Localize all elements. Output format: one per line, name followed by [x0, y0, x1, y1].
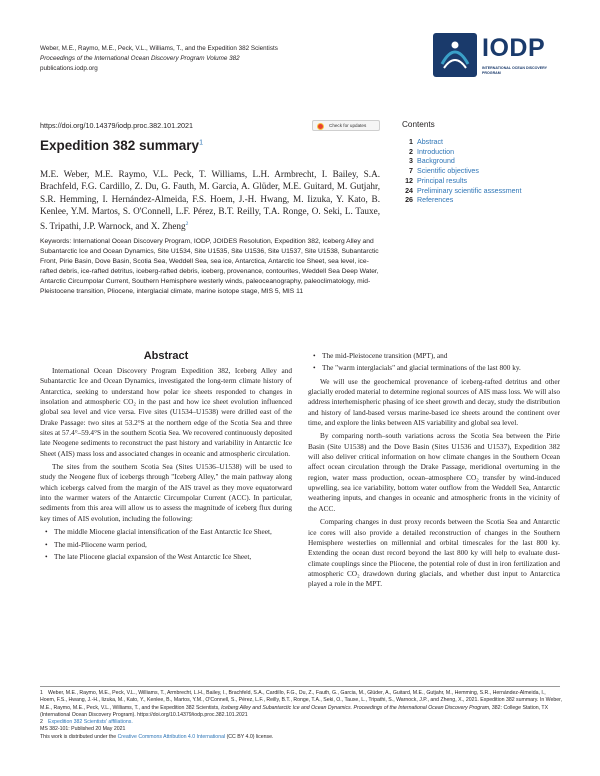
abstract-paragraph-5: Comparing changes in dust proxy records between the Scotia Sea and Antarctic ice cores will also provide a detailed reconstruction of changes in the Southern Hemisphere westerlies on millennial and orbital timescales for the last 800 ky. Extending the ocean dust record beyond the last 800 ky will help to evaluate dust-climate couplings since the Pliocene, the potential role of dust in iron fertilization and atmospheric CO₂ drawdown during glacials, and whether dust input to Antarctica played a role in the MPT. — [308, 517, 560, 589]
toc-page: 3 — [409, 157, 413, 166]
authors-footnote-marker[interactable]: 2 — [185, 220, 189, 227]
abstract-right-column — [308, 350, 560, 593]
toc-page: 7 — [409, 167, 413, 176]
toc-label[interactable]: Preliminary scientific assessment — [417, 186, 522, 195]
table-of-contents — [402, 120, 562, 206]
keywords-text: International Ocean Discovery Program, IODP, JOIDES Resolution, Expedition 382, Iceberg Alley and Subantarctic Ice and Ocean Dynamics, Site U1534, Site U1535, Site U1536, Site U1537, Site U1538, Subantarctic Front, Pirie Basin, Dove Basin, Scotia Sea, Weddell Sea, sea ice, Antarctica, Antarctic Ice Sheet, sea level, ice-rafted debris, ice-rafted detritus, iceberg-rafted debris, iceberg, provenance, contourites, Weddell Sea Deep Water, Antarctic Circumpolar Current, Southern Hemisphere westerly winds, paleoceanography, paleoclimatology, mid-Pleistocene transition, Pliocene, interglacial climate, marine isotope stage, MIS 5, MIS 11 — [40, 238, 379, 295]
toc-page: 2 — [409, 147, 413, 156]
toc-item-background[interactable] — [402, 157, 562, 167]
abstract-bullet-list — [40, 527, 292, 562]
check-updates-icon — [317, 123, 324, 130]
list-item: • The mid-Pleistocene transition (MPT), and — [308, 351, 560, 361]
footnote-1-doi[interactable]: https://doi.org/10.14379/iodp.proc.382.101.2021 — [137, 711, 248, 718]
keywords-block — [40, 237, 382, 296]
logo-wordmark: IODP — [482, 34, 546, 62]
footnote-1-italic: Iceberg Alley and Subantarctic Ice and Ocean Dynamics. Proceedings of the International Ocean Discovery Program — [221, 704, 490, 711]
toc-item-preliminary-assessment[interactable] — [402, 187, 562, 197]
citation-header — [40, 44, 370, 74]
footnote-1-number: 1 — [40, 690, 43, 696]
toc-item-introduction[interactable] — [402, 148, 562, 158]
header-website: publications.iodp.org — [40, 65, 98, 72]
abstract-paragraph-1: International Ocean Discovery Program Expedition 382, Iceberg Alley and Subantarctic Ice and Ocean Dynamics, investigated the long-term climate history of Antarctica, seeking to understand how polar ice sheets responded to changes in insolation and atmospheric CO₂ in the past and how ice sheet evolution influenced global sea level and vice versa. Five sites (U1534–U1538) were drilled east of the Drake Passage: two sites at 53.2°S at the northern edge of the Scotia Sea and three sites at 57.4°–59.4°S in the southern Scotia Sea. We recovered continuously deposited late Neogene sediments to reconstruct the past history and variability in Antarctic Ice Sheet (AIS) mass loss and associated changes in oceanic and atmospheric circulation. — [40, 366, 292, 458]
footnote-1-text: Weber, M.E., Raymo, M.E., Peck, V.L., Williams, T., Armbrecht, L.H., Bailey, I., Brachfeld, S.A., Cardillo, F.G., Du, Z., Fauth, G., Garcia, M., Glüder, A., Guitard, M.E., Gutjahr, M., Hemming, S.R., Hernández-Almeida, I., Hoem, F.S., Hwang, J.-H., Iizuka, M., Kato, Y., Kenlee, B., Martos, Y.M., O'Connell, S., Pérez, L.F., Reilly, B.T., Ronge, T.A., Seki, O., Tauxe, L., Tripathi, S., Warnock, J.P., and Zheng, X., 2021. Expedition 382 summary. In Weber, M.E., Raymo, M.E., Peck, V.L., Williams, T., and the Expedition 382 Scientists, — [40, 690, 562, 711]
ms-line: MS 382-101: Published 20 May 2021 — [40, 726, 126, 733]
abstract-paragraph-2: The sites from the southern Scotia Sea (Sites U1536–U1538) will be used to study the Neogene flux of icebergs through "Iceberg Alley," the main pathway along which icebergs calved from the margin of the AIS travel as they move equatorward into the warmer waters of the Antarctic Circumpolar Current (ACC). In particular, sediments from this area will allow us to assess the magnitude of iceberg flux during key times of AIS evolution, including the following: — [40, 462, 292, 523]
authors-text: M.E. Weber, M.E. Raymo, V.L. Peck, T. Williams, L.H. Armbrecht, I. Bailey, S.A. Brachfeld, F.G. Cardillo, Z. Du, G. Fauth, M. Garcia, A. Glüder, M.E. Guitard, M. Gutjahr, S.R. Hemming, I. Hernández-Almeida, F.S. Hoem, J.-H. Hwang, M. Iizuka, Y. Kato, B. Kenlee, Y.M. Martos, S. O'Connell, L.F. Pérez, B.T. Reilly, T.A. Ronge, O. Seki, L. Tauxe, S. Tripathi, J.P. Warnock, and X. Zheng — [40, 169, 380, 231]
title-footnote-marker[interactable]: 1 — [199, 139, 203, 147]
footnote-2-number: 2 — [40, 719, 43, 726]
license-suffix: (CC BY 4.0) license. — [225, 733, 274, 740]
abstract-paragraph-4: By comparing north–south variations across the Scotia Sea between the Pirie Basin (Site U1538) and the Dove Basin (Sites U1536 and U1537), Expedition 382 will also deliver critical information on how climate changes in the Southern Ocean affect ocean circulation through the Drake Passage, meridional overturning in the region, water mass production, ocean–atmosphere CO₂ transfer by wind-induced upwelling, sea ice variability, bottom water outflow from the Weddell Sea, Antarctic weathering inputs, and changes in oceanic and atmospheric fronts in the vicinity of the ACC. — [308, 431, 560, 513]
toc-label[interactable]: Abstract — [417, 138, 444, 146]
logo-subtitle: INTERNATIONAL OCEAN DISCOVERY PROGRAM — [482, 66, 547, 75]
author-list — [40, 168, 380, 232]
doi-link[interactable]: https://doi.org/10.14379/iodp.proc.382.101.2021 — [40, 121, 194, 130]
toc-page: 12 — [405, 176, 413, 185]
abstract-paragraph-3: We will use the geochemical provenance of iceberg-rafted detritus and other glacially eroded material to determine regional sources of AIS mass loss. We will also address interhemispheric phasing of ice sheet growth and decay, study the distribution and history of land-based versus marine-based ice sheets around the continent over time, and explore the links between AIS variability and global sea level. — [308, 376, 560, 428]
toc-item-abstract[interactable] — [402, 138, 562, 148]
footnote-2 — [40, 719, 562, 726]
toc-label[interactable]: Scientific objectives — [417, 167, 479, 176]
check-updates-label: Check for updates — [329, 123, 367, 128]
toc-page: 26 — [405, 196, 413, 205]
license-prefix: This work is distributed under the — [40, 733, 118, 740]
list-item: • The "warm interglacials" and glacial terminations of the last 800 ky. — [308, 363, 560, 373]
toc-item-scientific-objectives[interactable] — [402, 167, 562, 177]
abstract-heading: Abstract — [143, 350, 189, 362]
toc-page: 1 — [409, 138, 413, 146]
toc-label[interactable]: References — [417, 196, 454, 205]
footnote-1-tail: , 382: College Station, TX (International Ocean Discovery Program). — [40, 704, 549, 718]
keywords-label: Keywords: — [40, 238, 72, 245]
footnote-1 — [40, 690, 562, 719]
page-title — [40, 138, 203, 153]
list-item: • The mid-Pliocene warm period, — [40, 540, 292, 550]
header-citation: Weber, M.E., Raymo, M.E., Peck, V.L., Williams, T., and the Expedition 382 Scientists — [40, 45, 278, 52]
abstract-bullet-list-continued — [308, 351, 560, 374]
toc-page: 24 — [405, 186, 413, 195]
license-line — [40, 734, 562, 741]
toc-item-references[interactable] — [402, 196, 562, 206]
header-journal: Proceedings of the International Ocean Discovery Program Volume 382 — [40, 55, 240, 62]
affiliations-link[interactable]: Expedition 382 Scientists' affiliations. — [48, 719, 133, 726]
list-item: • The late Pliocene glacial expansion of the West Antarctic Ice Sheet, — [40, 552, 292, 562]
list-item: • The middle Miocene glacial intensification of the East Antarctic Ice Sheet, — [40, 527, 292, 537]
footnotes — [40, 690, 562, 741]
title-text: Expedition 382 summary — [40, 138, 200, 153]
toc-item-principal-results[interactable] — [402, 177, 562, 187]
toc-label[interactable]: Introduction — [417, 147, 455, 156]
check-updates-button[interactable] — [312, 120, 380, 131]
contents-title: Contents — [402, 120, 435, 129]
toc-label[interactable]: Principal results — [417, 176, 468, 185]
footnote-divider — [40, 686, 560, 687]
abstract-left-column — [40, 366, 292, 565]
license-link[interactable]: Creative Commons Attribution 4.0 International — [117, 733, 226, 740]
toc-label[interactable]: Background — [417, 157, 455, 166]
